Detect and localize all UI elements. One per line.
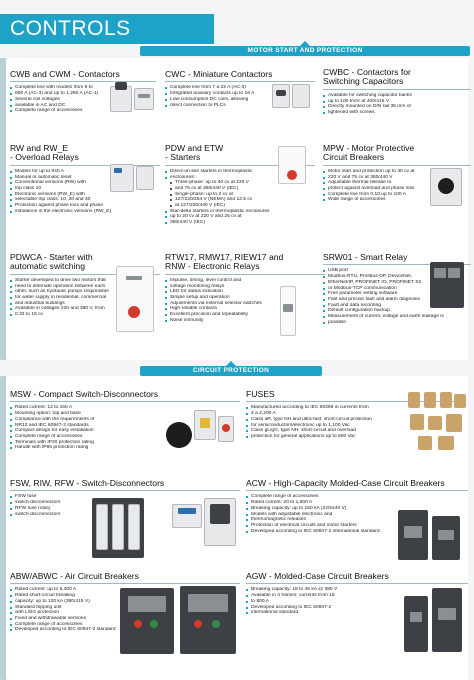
- feature-item: Adjustments via external selector switches: [165, 301, 325, 307]
- agw-breaker-image: [404, 586, 468, 656]
- feature-item: voltage monitoring relays: [165, 284, 325, 290]
- title-divider: [165, 274, 325, 275]
- feature-item: Complete line from 7 a 22 A (AC-3): [165, 85, 315, 91]
- feature-item-cont: international standard: [246, 610, 468, 616]
- feature-item: Mounting option: top and base: [10, 411, 240, 417]
- feature-item: FSW fuse: [10, 494, 240, 500]
- feature-item: enclosures:: [165, 175, 315, 181]
- feature-item: Compact design for easy installation: [10, 428, 240, 434]
- feature-item: up to 20 cv at 220 V and 25 cv at: [165, 214, 315, 220]
- feature-item: Noise immunity: [165, 318, 325, 324]
- feature-item: Modbus-RTU, Profibus-DP, DeviceNet,: [323, 274, 471, 280]
- feature-item: direct connection to PLCs: [165, 103, 315, 109]
- title-divider: [246, 490, 468, 491]
- feature-item: imbalance in the electronic versions (RW_E): [10, 209, 160, 215]
- feature-item: Directly mounted on DIN rail 35 mm or: [323, 104, 471, 110]
- product-title: MSW - Compact Switch-Disconnectors: [10, 389, 159, 399]
- title-divider: [246, 583, 468, 584]
- feature-item: Complete line with models from 9 to: [10, 85, 156, 91]
- feature-item: Available in 4 frames: currents from 16: [246, 593, 468, 599]
- feature-item: Developed according to IEC 60947-2 standard: [10, 627, 240, 633]
- feature-item: Compliance with the requirements of: [10, 417, 240, 423]
- feature-item: 380/440 V (IEC): [165, 220, 315, 226]
- feature-item: Manual or automatic reset: [10, 175, 160, 181]
- feature-item: Developed according to IEC 60947-2: [246, 605, 468, 611]
- feature-item: Electronic versions (RW_E) with: [10, 192, 160, 198]
- feature-item: Complete range of accessories: [10, 108, 156, 114]
- feature-list: [323, 93, 471, 116]
- feature-item: Excellent precision and repeatability: [165, 312, 325, 318]
- feature-item: 4 a 2,200 A: [246, 411, 466, 417]
- feature-item-cont: switch-disconnectors: [10, 500, 240, 506]
- feature-item: 220 V and 75 cv at 380/440 V: [323, 175, 471, 181]
- feature-subitem: Three-phase: up to 40 cv at 220 V: [165, 180, 315, 186]
- rtw-relay-image: [278, 286, 308, 338]
- section-label: CIRCUIT PROTECTION: [192, 367, 270, 374]
- feature-item: 0.33 to 15 cv: [10, 312, 160, 318]
- feature-item: protect against overload and phase loss: [323, 186, 471, 192]
- feature-item: or Modbus-TCP communication: [323, 286, 471, 292]
- feature-item: Low-consumption DC coils, allowing: [165, 97, 315, 103]
- feature-subitem: 127/220/254 V (NEMA) and 12.5 cv: [165, 197, 315, 203]
- product-title: Switching Capacitors: [323, 76, 404, 87]
- feature-item: High-reliable contacts: [165, 306, 325, 312]
- feature-item: with LSIG protection: [10, 610, 240, 616]
- srw-smart-relay-image: [428, 262, 468, 310]
- product-title: PDWCA - Starter with: [10, 252, 93, 262]
- feature-item: Default configuration backup: [323, 308, 471, 314]
- msw-switch-image: [160, 404, 240, 454]
- feature-item: Direct-on-line starters in thermoplastic: [165, 169, 315, 175]
- feature-item: Wide range of accessories: [323, 197, 471, 203]
- title-divider: [10, 583, 240, 584]
- feature-item: Complete range of accessories: [10, 434, 240, 440]
- section-label: MOTOR START AND PROTECTION: [247, 47, 363, 54]
- feature-item: RFW fuse rotary: [10, 506, 240, 512]
- product-title: SRW01 - Smart Relay: [323, 252, 408, 262]
- product-title: CWC - Miniature Contactors: [165, 69, 273, 79]
- feature-item: thermomagnetic releases: [246, 517, 468, 523]
- title-divider: [10, 490, 240, 491]
- product-title: RTW17, RMW17, RIEW17 and: [165, 252, 284, 262]
- feature-item: NR12 and IEC 60947-3 standards: [10, 423, 240, 429]
- feature-item: trip class 10: [10, 186, 160, 192]
- feature-item: Free parameter setting software: [323, 291, 471, 297]
- section-arrow-icon: [226, 361, 236, 366]
- feature-item: Star-delta starters in thermoplastic enclosures: [165, 209, 315, 215]
- feature-item: Developed according to IEC 60947-2 international standard: [246, 529, 468, 535]
- feature-item: for water supply in residential, commercial: [10, 295, 160, 301]
- feature-item-cont: to 800 A: [246, 599, 468, 605]
- feature-item: Several coil voltages: [10, 97, 156, 103]
- feature-item: Rated current: 20 to 1,600 A: [246, 500, 468, 506]
- feature-item: EtherNet/IP, PROFINET IO, PROFINET S2: [323, 280, 471, 286]
- feature-item: for semiconductors/electronic up to 1,100 Vac: [246, 423, 466, 429]
- product-title: CWB and CWM - Contactors: [10, 69, 120, 79]
- pdw-starter-image: [272, 146, 312, 186]
- feature-item: Fast and precise fault and alarm diagnosis: [323, 297, 471, 303]
- pdwca-starter-image: [112, 266, 158, 334]
- feature-item: Available for switching capacitor banks: [323, 93, 471, 99]
- feature-item: need to alternate operation between each: [10, 284, 160, 290]
- feature-item: Fixed and withdrawable versions: [10, 616, 240, 622]
- feature-item: Rated short-circuit breaking: [10, 593, 240, 599]
- feature-item: Complete line from 0.10 up to 100 A: [323, 192, 471, 198]
- feature-item: Class aR, type NH and ultra-fast: short-circuit protection: [246, 417, 466, 423]
- product-title: RNW - Electronic Relays: [165, 261, 260, 272]
- feature-item: Standard tripping unit: [10, 605, 240, 611]
- feature-item: Integrated auxiliary contacts up to 16 A: [165, 91, 315, 97]
- feature-item: Models with adjustable electronic and: [246, 512, 468, 518]
- abw-breaker-image: [120, 586, 240, 656]
- page-title-bar: [0, 14, 214, 44]
- feature-item: Rated current: up to 6,300 A: [10, 587, 240, 593]
- feature-item: Adjustable thermal release to: [323, 180, 471, 186]
- product-title: - Starters: [165, 152, 201, 163]
- feature-item: Fault and data recording: [323, 303, 471, 309]
- product-title: CWBC - Contactors for: [323, 67, 411, 77]
- feature-item: Measurement of current, voltage and earth leakage is: [323, 314, 471, 320]
- product-cwbc: [323, 68, 471, 116]
- feature-item: Simple setup and operation: [165, 295, 325, 301]
- feature-item: up to 100 kVAr at 400/415 V: [323, 99, 471, 105]
- feature-item: Handle with IP65 protection rating: [10, 445, 240, 451]
- feature-item: Breaking capacity: up to 150 kA (220/240 V): [246, 506, 468, 512]
- title-divider: [323, 165, 471, 166]
- cwb-contactor-image: [110, 82, 156, 114]
- feature-item: Class gL/gG, type NH: short-circuit and overload: [246, 428, 466, 434]
- fuses-image: [408, 392, 468, 454]
- feature-item: available in AC and DC: [10, 103, 156, 109]
- feature-item: Complete range of accessories: [10, 622, 240, 628]
- title-divider: [323, 89, 471, 90]
- product-title: FUSES: [246, 389, 275, 399]
- feature-item: other, such as hydraulic pumps responsible: [10, 289, 160, 295]
- feature-item: Protection against phase loss and phase: [10, 203, 160, 209]
- feature-item: capacity: up to 120 kA (380/415 V): [10, 599, 240, 605]
- feature-item: Available in voltages 220 and 380 V, from: [10, 306, 160, 312]
- feature-item: and industrial buildings: [10, 301, 160, 307]
- feature-item: Models for up to 840 A: [10, 169, 160, 175]
- section-header-circuit: [140, 366, 322, 376]
- feature-item: possible: [323, 320, 471, 326]
- feature-item: Breaking capacity: 18 to 45 kA @ 380 V: [246, 587, 468, 593]
- feature-item: protection for general applications up to 500 Vac: [246, 434, 466, 440]
- product-title: PDW and ETW: [165, 143, 224, 153]
- section-header-motor: [140, 46, 470, 56]
- product-title: ABW/ABWC - Air Circuit Breakers: [10, 571, 139, 581]
- feature-item: 800 A (AC-3) and up to 1,260 A (AC-1): [10, 91, 156, 97]
- rw-overload-relay-image: [110, 160, 156, 194]
- product-title: RW and RW_E: [10, 143, 68, 153]
- feature-subitem: Single-phase: up to 2 cv at: [165, 192, 315, 198]
- feature-item: Rated current: 12 to 160 A: [10, 405, 240, 411]
- product-title: MPW - Motor Protective: [323, 143, 415, 153]
- feature-item: selectable trip class: 10, 20 and 30: [10, 197, 160, 203]
- product-title: AGW - Molded-Case Circuit Breakers: [246, 571, 389, 581]
- cwc-contactor-image: [272, 82, 314, 112]
- feature-item-cont: switch-disconnectors: [10, 512, 240, 518]
- product-title: ACW - High-Capacity Molded-Case Circuit Breakers: [246, 478, 445, 488]
- feature-item: Complete range of accessories: [246, 494, 468, 500]
- feature-subitem: at 127/230/440 V (IEC): [165, 203, 315, 209]
- feature-item: Protection of electrical circuits and motor starters: [246, 523, 468, 529]
- product-title: - Overload Relays: [10, 152, 79, 163]
- feature-item: LED for status indication: [165, 289, 325, 295]
- feature-item: Terminals with IP20 protection rating: [10, 440, 240, 446]
- fsw-switch-image: [80, 494, 240, 560]
- page-title: CONTROLS: [10, 17, 131, 40]
- feature-item: Impulse, timing, level control and: [165, 278, 325, 284]
- title-divider: [10, 401, 240, 402]
- acw-breaker-image: [398, 510, 464, 562]
- feature-item: Motor start and protection up to 40 cv at: [323, 169, 471, 175]
- mpw-breaker-image: [430, 168, 466, 208]
- feature-item: Manufactured according to IEC 60269 in currents from: [246, 405, 466, 411]
- product-title: FSW, RIW, RFW - Switch-Disconnectors: [10, 478, 165, 488]
- feature-item: USB port: [323, 268, 471, 274]
- product-title: automatic switching: [10, 261, 85, 272]
- feature-item: Starter developed to drive two motors that: [10, 278, 160, 284]
- feature-item: fightened with screws: [323, 110, 471, 116]
- feature-item: Conventional versions (RW) with: [10, 180, 160, 186]
- product-title: Circuit Breakers: [323, 152, 385, 163]
- section-arrow-icon: [300, 41, 310, 46]
- feature-subitem: and 75 cv at 380/440 V (IEC): [165, 186, 315, 192]
